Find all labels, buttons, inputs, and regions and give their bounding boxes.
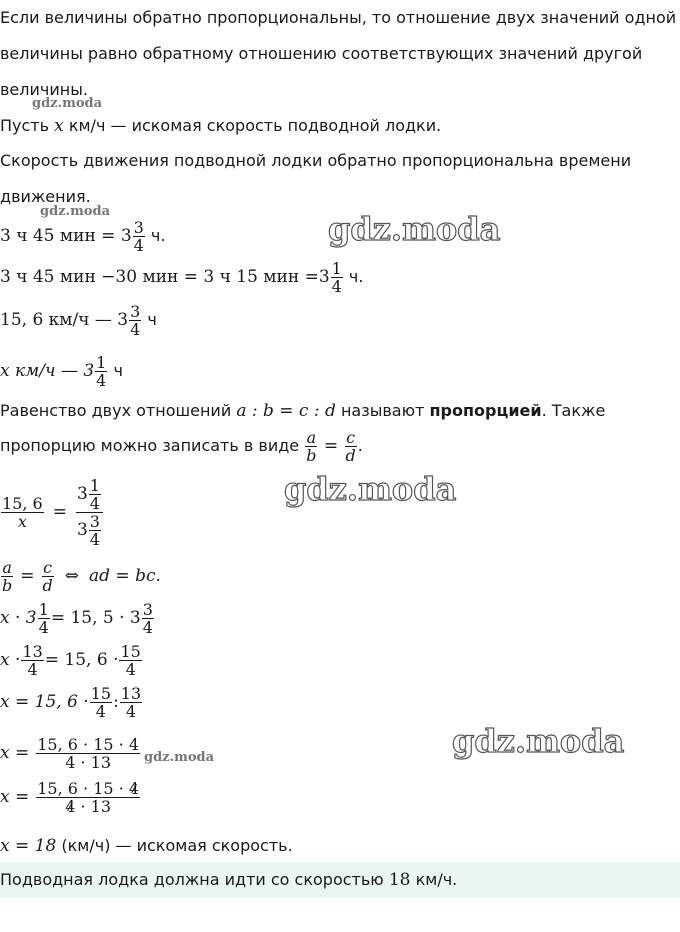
proportion-definition-line-2: пропорцию можно записать в виде $\frac{a}{b}$ = $\frac{c}{d}$ . — [0, 428, 363, 465]
answer-box — [0, 862, 680, 898]
equation-time-reduced: 3 ч 45 мин −30 мин = 3 ч 15 мин =3 $\frac{1}{4}$ ч. — [0, 259, 364, 296]
equation-step-1: x · 3 $\frac{1}{4}$ = 15, 5 · 3 $\frac{3}{4}$ — [0, 599, 153, 637]
para2-line-2: движения. — [0, 187, 91, 206]
equation-speed-unknown: x км/ч — 3 $\frac{1}{4}$ ч — [0, 353, 123, 390]
proportion-definition-line-1: Равенство двух отношений a : b = c : d называют пропорцией. Также — [0, 401, 606, 421]
watermark-large: gdz.moda — [452, 722, 625, 760]
result-line: x = 18 (км/ч) — искомая скорость. — [0, 836, 293, 856]
watermark-large: gdz.moda — [284, 470, 457, 508]
watermark-small: gdz.moda — [40, 204, 111, 219]
equation-proportion: $\frac{15, 6}{x}$ = 3 $\frac{1}{4}$ 3 $\frac{3}{4}$ — [0, 466, 104, 558]
equation-proportion-rule: $\frac{a}{b}$ = $\frac{c}{d}$ ⇔ ad = bc. — [2, 557, 161, 595]
equation-step-4: x = $\frac{15, 6 \cdot 15 \cdot 4}{4 \cdot 13}$ — [0, 734, 140, 772]
watermark-small: gdz.moda — [32, 96, 103, 111]
watermark-large: gdz.moda — [328, 210, 501, 248]
intro-line-2: величины равно обратному отношению соответствующих значений другой — [0, 44, 643, 63]
intro-line-3: величины. — [0, 80, 88, 99]
answer-text: Подводная лодка должна идти со скоростью 18 км/ч. — [0, 870, 458, 890]
equation-step-3: x = 15, 6 · $\frac{15}{4}$ : $\frac{13}{4}$ — [0, 683, 142, 721]
intro-line-1: Если величины обратно пропорциональны, то отношение двух значений одной — [0, 8, 677, 27]
equation-speed-known: 15, 6 км/ч — 3 $\frac{3}{4}$ ч — [0, 302, 157, 339]
para2-line-1: Скорость движения подводной лодки обратно пропорциональна времени — [0, 151, 632, 170]
watermark-small: gdz.moda — [144, 750, 215, 765]
equation-time-total: 3 ч 45 мин = 3 $\frac{3}{4}$ ч. — [0, 218, 166, 255]
let-statement: Пусть x км/ч — искомая скорость подводной лодки. — [0, 116, 442, 136]
equation-step-2: x · $\frac{13}{4}$ = 15, 6 · $\frac{15}{4}$ — [0, 641, 141, 679]
equation-step-5-cancel: x = $\frac{15, 6 \cdot 15 \cdot 4}{4 \cdot 13}$ — [0, 778, 140, 816]
